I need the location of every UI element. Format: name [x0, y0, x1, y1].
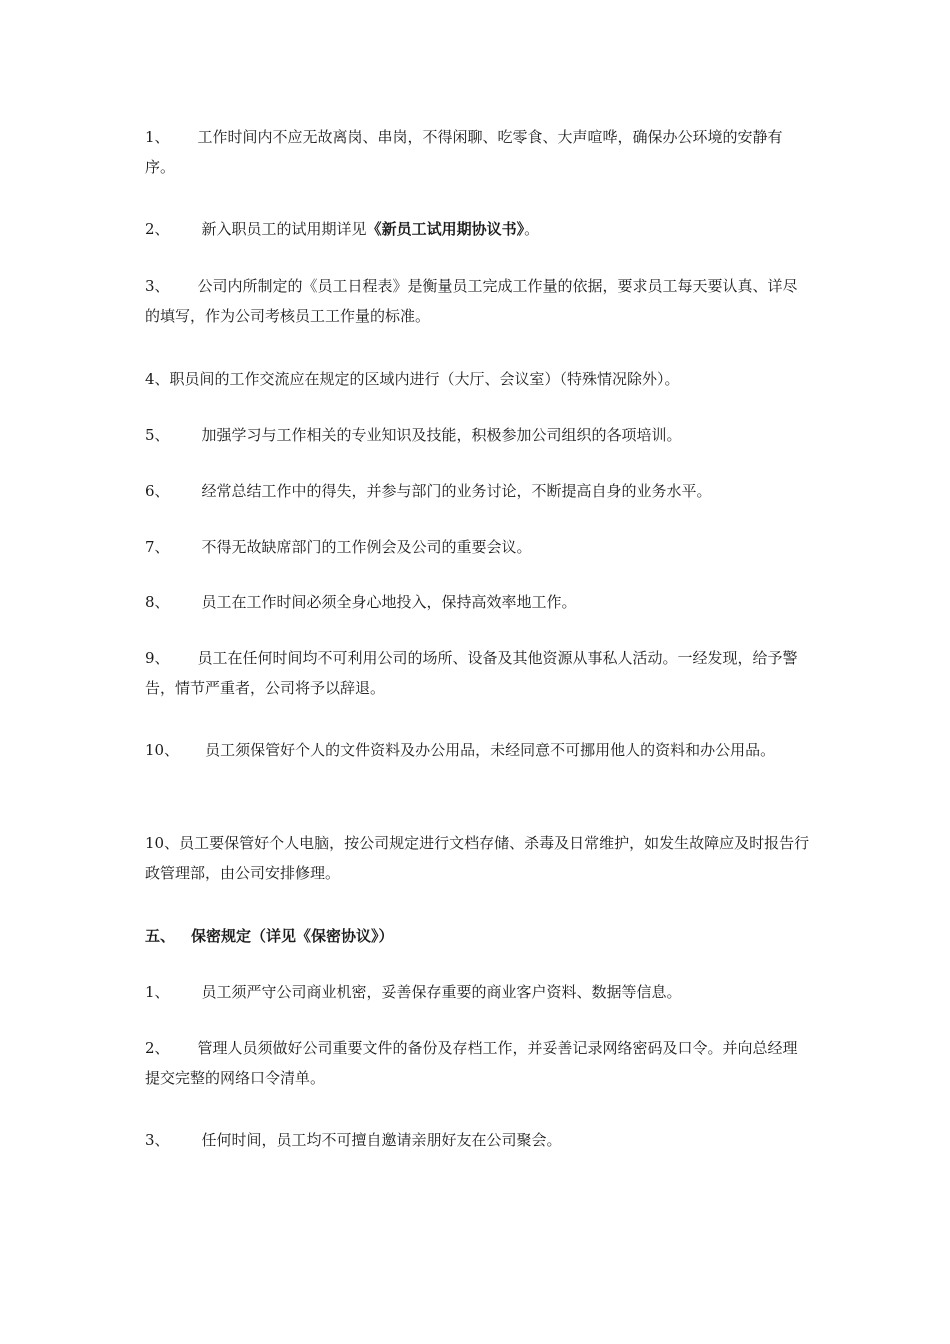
rule-item-1 — [145, 122, 810, 182]
section-title: 保密规定（详见《保密协议》） — [191, 927, 394, 945]
item-text-bold-reference: 《新员工试用期协议书》 — [366, 220, 525, 238]
section-number: 五、 — [145, 927, 176, 945]
item-text: 员工要保管好个人电脑，按公司规定进行文档存储、杀毒及日常维护，如发生故障应及时报告行政管理部，由公司安排修理。 — [145, 834, 810, 882]
item-number: 10、 — [145, 834, 180, 852]
rule-item-9 — [145, 643, 810, 703]
item-text: 管理人员须做好公司重要文件的备份及存档工作，并妥善记录网络密码及口令。并向总经理提交完整的网络口令清单。 — [145, 1039, 798, 1087]
section-heading-5 — [145, 921, 810, 951]
item-text: 不得无故缺席部门的工作例会及公司的重要会议。 — [201, 538, 532, 556]
rule-item-3 — [145, 271, 810, 331]
secrecy-item-3 — [145, 1125, 810, 1155]
item-text: 新入职员工的试用期详见 — [201, 220, 367, 238]
item-text: 经常总结工作中的得失，并参与部门的业务讨论，不断提高自身的业务水平。 — [201, 482, 712, 500]
item-text: 员工在工作时间必须全身心地投入，保持高效率地工作。 — [201, 593, 577, 611]
item-number: 3、 — [145, 277, 170, 295]
secrecy-item-2 — [145, 1033, 810, 1093]
item-text: 公司内所制定的《员工日程表》是衡量员工完成工作量的依据，要求员工每天要认真、详尽的填写，作为公司考核员工工作量的标准。 — [145, 277, 798, 325]
item-text-end: 。 — [524, 220, 540, 238]
item-text: 加强学习与工作相关的专业知识及技能，积极参加公司组织的各项培训。 — [201, 426, 682, 444]
item-number: 3、 — [145, 1131, 170, 1149]
rule-item-7 — [145, 532, 810, 562]
rule-item-4 — [145, 364, 810, 394]
item-text: 职员间的工作交流应在规定的区域内进行（大厅、会议室）（特殊情况除外）。 — [169, 370, 680, 388]
secrecy-item-1 — [145, 977, 810, 1007]
item-text: 员工须保管好个人的文件资料及办公用品，未经同意不可挪用他人的资料和办公用品。 — [205, 741, 776, 759]
rule-item-8 — [145, 587, 810, 617]
rule-item-10b — [145, 828, 810, 888]
rule-item-5 — [145, 420, 810, 450]
item-number: 2、 — [145, 220, 170, 238]
item-number: 7、 — [145, 538, 170, 556]
rule-item-2 — [145, 214, 810, 244]
item-number: 1、 — [145, 983, 170, 1001]
item-text: 员工在任何时间均不可利用公司的场所、设备及其他资源从事私人活动。一经发现，给予警告，情节严重者，公司将予以辞退。 — [145, 649, 798, 697]
item-text: 工作时间内不应无故离岗、串岗，不得闲聊、吃零食、大声喧哗，确保办公环境的安静有序。 — [145, 128, 783, 176]
item-number: 6、 — [145, 482, 170, 500]
item-text: 员工须严守公司商业机密，妥善保存重要的商业客户资料、数据等信息。 — [201, 983, 682, 1001]
item-number: 5、 — [145, 426, 170, 444]
item-number: 8、 — [145, 593, 170, 611]
rule-item-6 — [145, 476, 810, 506]
item-number: 10、 — [145, 741, 180, 759]
rule-item-10 — [145, 735, 810, 765]
item-number: 1、 — [145, 128, 170, 146]
item-number: 9、 — [145, 649, 170, 667]
item-number: 4、 — [145, 370, 170, 388]
item-text: 任何时间，员工均不可擅自邀请亲朋好友在公司聚会。 — [201, 1131, 562, 1149]
item-number: 2、 — [145, 1039, 170, 1057]
